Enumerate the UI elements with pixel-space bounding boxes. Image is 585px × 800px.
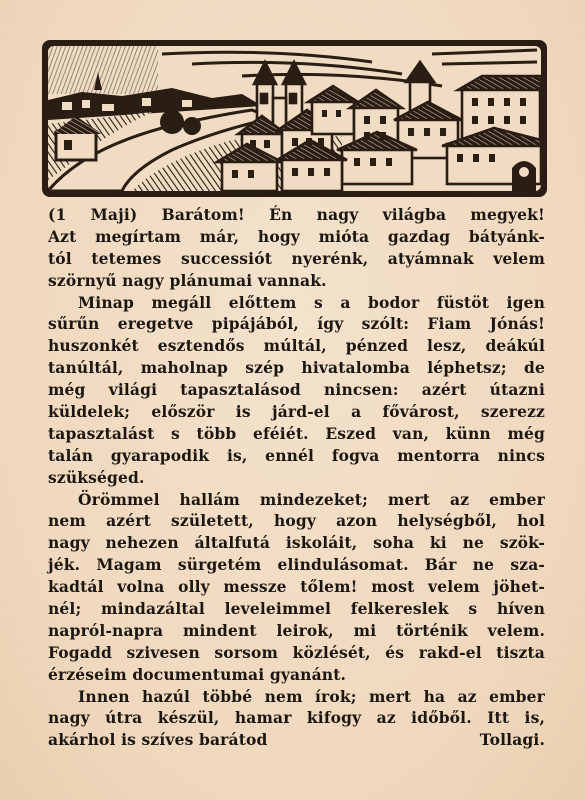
signature: Tollagi. (479, 730, 545, 750)
text-line: nem azért született, hogy azon helységből, hol (48, 511, 545, 531)
paragraph-1 (48, 204, 545, 292)
text-line: Örömmel hallám mindezeket; mert az ember (78, 489, 545, 509)
text-line: huszonkét esztendős múltál, pénzed lesz, deákúl (48, 336, 545, 356)
text-line: szükséged. (48, 467, 145, 487)
text-line: nagy nehezen általfutá iskoláit, soha ki ne szök- (48, 533, 545, 553)
text-line: sűrűn eregetve pipájából, így szólt: Fiam Jónás! (48, 314, 545, 334)
text-line: napról-napra mindent leirok, mi történik velem. (48, 620, 545, 640)
letter-text (48, 204, 545, 751)
closing-line (48, 729, 545, 751)
text-line: még világi tapasztalásod nincsen: azért útazni (48, 380, 545, 400)
text-line: kadtál volna olly messze tőlem! most velem jöhet- (48, 577, 545, 597)
text-line: tapasztalást s több eféiét. Eszed van, künn még (48, 423, 545, 443)
text-line: nagy útra készül, hamar kifogy az időből. Itt is, (48, 708, 545, 728)
text-line: nél; mindazáltal leveleimmel felkereslek s híven (48, 599, 545, 619)
text-line: érzéseim documentumai gyanánt. (48, 664, 347, 684)
text-line: talán gyarapodik is, ennél fogva mentorra nincs (48, 445, 545, 465)
woodcut-town-illustration (42, 40, 547, 197)
paragraph-3 (48, 489, 545, 686)
text-line: tól tetemes successiót nyerénk, atyámnak velem (48, 248, 545, 268)
text-line: küldelek; először is járd-el a fővárost, szerezz (48, 402, 545, 422)
text-line: Fogadd szivesen sorsom közlését, és rakd-el tiszta (48, 642, 545, 662)
closing-text: akárhol is szíves barátod (48, 730, 268, 750)
paragraph-4 (48, 686, 545, 752)
text-line: Minap megáll előttem s a bodor füstöt igen (78, 292, 545, 312)
text-line: jék. Magam sürgetém elindulásomat. Bár ne sza- (48, 555, 545, 575)
paragraph-2 (48, 292, 545, 489)
text-line: Innen hazúl többé nem írok; mert ha az ember (78, 686, 545, 706)
text-line: szörnyű nagy plánumai vannak. (48, 270, 327, 290)
text-line: Azt megírtam már, hogy mióta gazdag bátyánk- (48, 226, 545, 246)
text-line: tanúltál, maholnap szép hivatalomba léphetsz; de (48, 358, 545, 378)
text-line: (1 Maji) Barátom! Én nagy világba megyek! (48, 205, 545, 224)
